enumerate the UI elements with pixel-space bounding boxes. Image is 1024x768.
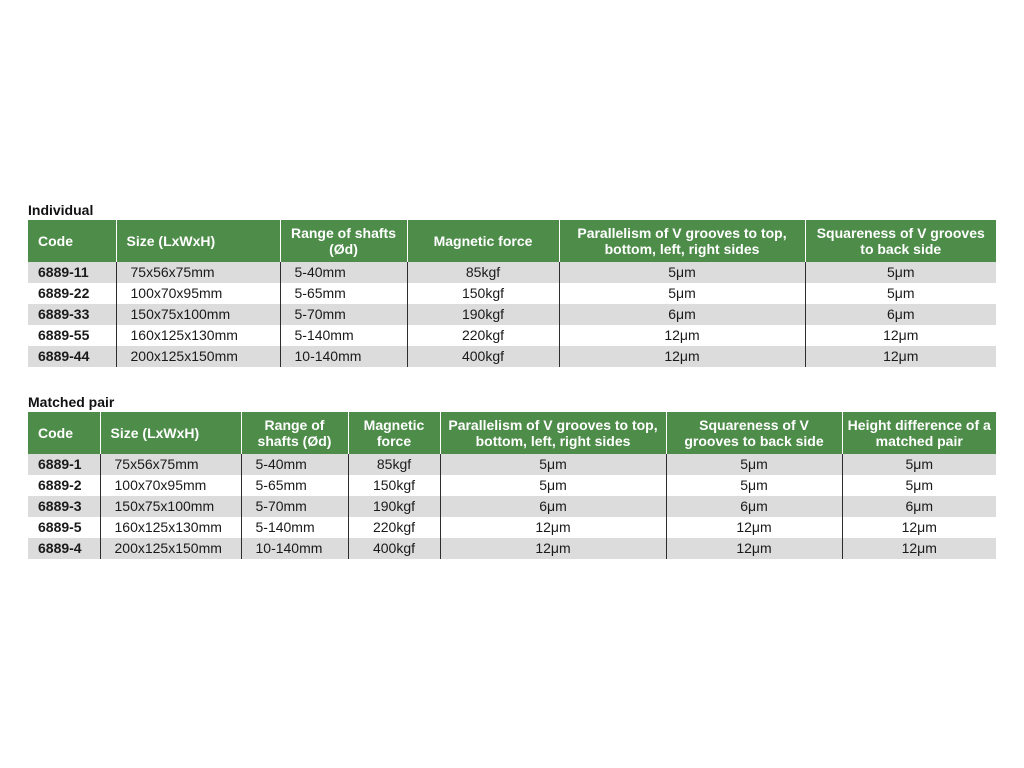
cell-magnetic-force: 85kgf <box>348 454 440 475</box>
cell-code: 6889-2 <box>28 475 100 496</box>
header-magnetic-force: Magnetic force <box>348 412 440 454</box>
cell-squareness: 5μm <box>805 262 996 283</box>
header-range: Range of shafts (Ød) <box>280 220 407 262</box>
individual-section <box>28 200 996 367</box>
cell-magnetic-force: 190kgf <box>407 304 559 325</box>
table-row <box>28 283 996 304</box>
cell-range: 5-40mm <box>241 454 348 475</box>
table-row <box>28 346 996 367</box>
cell-range: 5-65mm <box>241 475 348 496</box>
cell-parallelism: 12μm <box>559 346 805 367</box>
header-code: Code <box>28 220 116 262</box>
cell-code: 6889-44 <box>28 346 116 367</box>
header-size: Size (LxWxH) <box>116 220 280 262</box>
cell-range: 5-40mm <box>280 262 407 283</box>
cell-height-difference: 12μm <box>842 538 996 559</box>
cell-parallelism: 5μm <box>440 454 666 475</box>
cell-height-difference: 6μm <box>842 496 996 517</box>
cell-magnetic-force: 85kgf <box>407 262 559 283</box>
table-row <box>28 475 996 496</box>
cell-code: 6889-4 <box>28 538 100 559</box>
header-magnetic-force: Magnetic force <box>407 220 559 262</box>
cell-parallelism: 5μm <box>559 262 805 283</box>
cell-size: 160x125x130mm <box>116 325 280 346</box>
cell-size: 200x125x150mm <box>100 538 241 559</box>
cell-squareness: 12μm <box>805 346 996 367</box>
individual-table <box>28 220 996 367</box>
header-height-difference: Height difference of a matched pair <box>842 412 996 454</box>
cell-parallelism: 5μm <box>440 475 666 496</box>
cell-range: 10-140mm <box>280 346 407 367</box>
cell-code: 6889-5 <box>28 517 100 538</box>
header-parallelism: Parallelism of V grooves to top, bottom, left, right sides <box>440 412 666 454</box>
cell-height-difference: 5μm <box>842 454 996 475</box>
cell-code: 6889-1 <box>28 454 100 475</box>
cell-squareness: 12μm <box>805 325 996 346</box>
header-squareness: Squareness of V grooves to back side <box>666 412 842 454</box>
matched-pair-table <box>28 412 996 559</box>
table-row <box>28 496 996 517</box>
cell-magnetic-force: 400kgf <box>407 346 559 367</box>
cell-size: 75x56x75mm <box>116 262 280 283</box>
cell-parallelism: 6μm <box>559 304 805 325</box>
table-row <box>28 304 996 325</box>
cell-size: 150x75x100mm <box>100 496 241 517</box>
cell-magnetic-force: 400kgf <box>348 538 440 559</box>
cell-range: 5-65mm <box>280 283 407 304</box>
cell-size: 100x70x95mm <box>100 475 241 496</box>
cell-size: 200x125x150mm <box>116 346 280 367</box>
cell-range: 5-70mm <box>280 304 407 325</box>
cell-squareness: 12μm <box>666 517 842 538</box>
cell-size: 75x56x75mm <box>100 454 241 475</box>
cell-parallelism: 12μm <box>440 538 666 559</box>
table-header-row <box>28 412 996 454</box>
cell-magnetic-force: 190kgf <box>348 496 440 517</box>
cell-code: 6889-3 <box>28 496 100 517</box>
cell-height-difference: 5μm <box>842 475 996 496</box>
cell-magnetic-force: 220kgf <box>348 517 440 538</box>
cell-squareness: 6μm <box>666 496 842 517</box>
header-range: Range of shafts (Ød) <box>241 412 348 454</box>
table-header-row <box>28 220 996 262</box>
cell-range: 5-70mm <box>241 496 348 517</box>
matched-pair-section <box>28 392 996 559</box>
header-squareness: Squareness of V grooves to back side <box>805 220 996 262</box>
table-row <box>28 262 996 283</box>
cell-range: 5-140mm <box>280 325 407 346</box>
cell-size: 160x125x130mm <box>100 517 241 538</box>
cell-code: 6889-55 <box>28 325 116 346</box>
table-row <box>28 454 996 475</box>
cell-parallelism: 6μm <box>440 496 666 517</box>
cell-squareness: 5μm <box>666 454 842 475</box>
table-row <box>28 325 996 346</box>
cell-size: 100x70x95mm <box>116 283 280 304</box>
cell-parallelism: 12μm <box>440 517 666 538</box>
cell-squareness: 5μm <box>666 475 842 496</box>
cell-squareness: 6μm <box>805 304 996 325</box>
table-row <box>28 517 996 538</box>
cell-range: 10-140mm <box>241 538 348 559</box>
cell-squareness: 12μm <box>666 538 842 559</box>
table-row <box>28 538 996 559</box>
cell-magnetic-force: 150kgf <box>407 283 559 304</box>
cell-parallelism: 5μm <box>559 283 805 304</box>
matched-pair-title: Matched pair <box>28 394 115 410</box>
cell-height-difference: 12μm <box>842 517 996 538</box>
cell-code: 6889-22 <box>28 283 116 304</box>
individual-title: Individual <box>28 202 94 218</box>
cell-size: 150x75x100mm <box>116 304 280 325</box>
header-parallelism: Parallelism of V grooves to top, bottom, left, right sides <box>559 220 805 262</box>
cell-code: 6889-11 <box>28 262 116 283</box>
cell-squareness: 5μm <box>805 283 996 304</box>
cell-magnetic-force: 150kgf <box>348 475 440 496</box>
cell-range: 5-140mm <box>241 517 348 538</box>
cell-magnetic-force: 220kgf <box>407 325 559 346</box>
header-size: Size (LxWxH) <box>100 412 241 454</box>
cell-parallelism: 12μm <box>559 325 805 346</box>
header-code: Code <box>28 412 100 454</box>
cell-code: 6889-33 <box>28 304 116 325</box>
